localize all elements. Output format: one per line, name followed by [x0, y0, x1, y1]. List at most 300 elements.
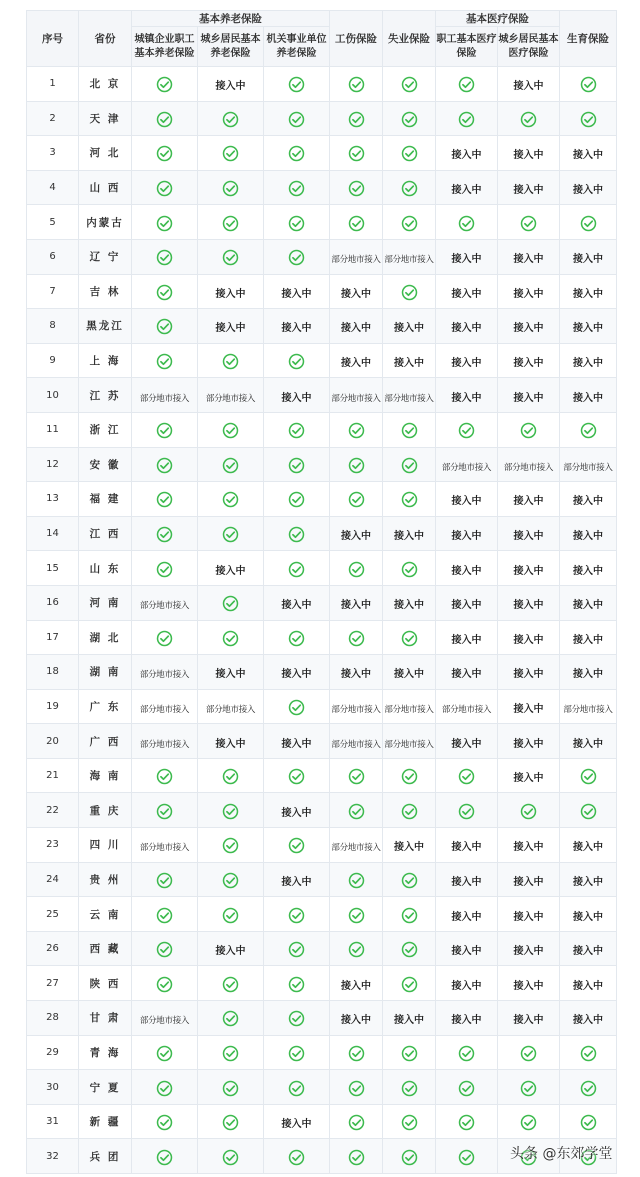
- check-circle-icon: [156, 1080, 173, 1097]
- status-cell: [383, 1070, 436, 1105]
- check-circle-icon: [156, 76, 173, 93]
- in-progress-text: 接入中: [215, 565, 246, 577]
- check-circle-icon: [156, 111, 173, 128]
- status-cell: [198, 170, 264, 205]
- check-circle-icon: [520, 422, 537, 439]
- check-circle-icon: [222, 630, 239, 647]
- check-circle-icon: [348, 630, 365, 647]
- row-seq: 4: [27, 170, 79, 205]
- status-cell: [198, 620, 264, 655]
- table-row: [27, 655, 617, 690]
- status-cell: [498, 378, 560, 413]
- check-circle-icon: [222, 1010, 239, 1027]
- status-cell: [132, 1001, 198, 1036]
- row-province: 新 疆: [79, 1104, 132, 1139]
- check-circle-icon: [401, 145, 418, 162]
- header-urban-employee-pension: 城镇企业职工基本养老保险: [132, 27, 198, 67]
- status-cell: [436, 620, 498, 655]
- row-province: 吉 林: [79, 274, 132, 309]
- check-circle-icon: [222, 837, 239, 854]
- table-row: [27, 101, 617, 136]
- status-cell: [436, 67, 498, 102]
- status-cell: [330, 585, 383, 620]
- check-circle-icon: [156, 491, 173, 508]
- table-row: [27, 689, 617, 724]
- check-circle-icon: [222, 1045, 239, 1062]
- check-circle-icon: [288, 491, 305, 508]
- check-circle-icon: [401, 76, 418, 93]
- in-progress-text: 接入中: [215, 81, 246, 93]
- check-circle-icon: [156, 1045, 173, 1062]
- status-cell: [198, 67, 264, 102]
- check-circle-icon: [580, 1080, 597, 1097]
- status-cell: [436, 1001, 498, 1036]
- row-seq: 26: [27, 931, 79, 966]
- in-progress-text: 接入中: [513, 634, 544, 646]
- in-progress-text: 接入中: [394, 842, 425, 854]
- status-cell: [198, 447, 264, 482]
- status-cell: [264, 897, 330, 932]
- status-cell: [330, 136, 383, 171]
- check-circle-icon: [348, 803, 365, 820]
- in-progress-text: 接入中: [281, 669, 312, 681]
- row-province: 上 海: [79, 343, 132, 378]
- status-cell: [132, 897, 198, 932]
- status-cell: [264, 793, 330, 828]
- status-cell: [383, 828, 436, 863]
- check-circle-icon: [222, 907, 239, 924]
- status-cell: [383, 551, 436, 586]
- header-pension-group: 基本养老保险: [132, 11, 330, 27]
- in-progress-text: 接入中: [513, 703, 544, 715]
- check-circle-icon: [222, 976, 239, 993]
- check-circle-icon: [156, 457, 173, 474]
- check-circle-icon: [401, 1149, 418, 1166]
- row-seq: 10: [27, 378, 79, 413]
- check-circle-icon: [156, 526, 173, 543]
- check-circle-icon: [156, 803, 173, 820]
- in-progress-text: 接入中: [281, 392, 312, 404]
- check-circle-icon: [222, 803, 239, 820]
- partial-access-text: 部分地市接入: [441, 462, 492, 473]
- row-seq: 2: [27, 101, 79, 136]
- row-province: 贵 州: [79, 862, 132, 897]
- partial-access-text: 部分地市接入: [331, 255, 381, 266]
- status-cell: [383, 897, 436, 932]
- row-province: 河 北: [79, 136, 132, 171]
- in-progress-text: 接入中: [215, 738, 246, 750]
- status-cell: [560, 136, 617, 171]
- status-cell: [264, 1139, 330, 1174]
- header-unemployment: 失业保险: [383, 11, 436, 67]
- in-progress-text: 接入中: [341, 531, 372, 543]
- check-circle-icon: [401, 1114, 418, 1131]
- status-cell: [198, 412, 264, 447]
- check-circle-icon: [288, 457, 305, 474]
- status-cell: [498, 1035, 560, 1070]
- status-cell: [198, 758, 264, 793]
- check-circle-icon: [458, 422, 475, 439]
- status-cell: [498, 689, 560, 724]
- partial-access-text: 部分地市接入: [139, 393, 190, 404]
- in-progress-text: 接入中: [341, 358, 372, 370]
- status-cell: [198, 378, 264, 413]
- status-cell: [560, 585, 617, 620]
- status-cell: [264, 551, 330, 586]
- status-cell: [264, 205, 330, 240]
- check-circle-icon: [348, 941, 365, 958]
- status-cell: [383, 620, 436, 655]
- check-circle-icon: [580, 215, 597, 232]
- status-cell: [383, 1104, 436, 1139]
- status-cell: [383, 412, 436, 447]
- status-cell: [560, 1001, 617, 1036]
- status-cell: [132, 655, 198, 690]
- in-progress-text: 接入中: [451, 669, 482, 681]
- status-cell: [498, 620, 560, 655]
- row-seq: 11: [27, 412, 79, 447]
- check-circle-icon: [222, 491, 239, 508]
- status-cell: [132, 343, 198, 378]
- status-cell: [132, 205, 198, 240]
- in-progress-text: 接入中: [513, 842, 544, 854]
- status-cell: [198, 897, 264, 932]
- status-cell: [560, 309, 617, 344]
- status-cell: [498, 551, 560, 586]
- table-row: [27, 136, 617, 171]
- status-cell: [436, 862, 498, 897]
- status-cell: [498, 966, 560, 1001]
- status-cell: [330, 309, 383, 344]
- status-cell: [132, 931, 198, 966]
- check-circle-icon: [348, 1080, 365, 1097]
- in-progress-text: 接入中: [573, 911, 604, 923]
- status-cell: [560, 274, 617, 309]
- row-province: 北 京: [79, 67, 132, 102]
- status-cell: [330, 862, 383, 897]
- status-cell: [436, 966, 498, 1001]
- in-progress-text: 接入中: [281, 1119, 312, 1131]
- status-cell: [132, 67, 198, 102]
- status-cell: [498, 101, 560, 136]
- in-progress-text: 接入中: [394, 1015, 425, 1027]
- in-progress-text: 接入中: [451, 496, 482, 508]
- status-cell: [383, 482, 436, 517]
- row-province: 西 藏: [79, 931, 132, 966]
- status-cell: [560, 758, 617, 793]
- table-row: [27, 274, 617, 309]
- check-circle-icon: [401, 215, 418, 232]
- status-cell: [198, 239, 264, 274]
- in-progress-text: 接入中: [451, 911, 482, 923]
- in-progress-text: 接入中: [451, 876, 482, 888]
- in-progress-text: 接入中: [451, 1015, 482, 1027]
- status-cell: [264, 239, 330, 274]
- status-cell: [198, 1035, 264, 1070]
- status-cell: [264, 447, 330, 482]
- check-circle-icon: [288, 768, 305, 785]
- row-seq: 12: [27, 447, 79, 482]
- check-circle-icon: [401, 976, 418, 993]
- status-cell: [436, 585, 498, 620]
- status-cell: [132, 274, 198, 309]
- status-cell: [383, 931, 436, 966]
- status-cell: [436, 378, 498, 413]
- check-circle-icon: [288, 145, 305, 162]
- status-cell: [132, 828, 198, 863]
- header-seq: 序号: [27, 11, 79, 67]
- status-cell: [498, 309, 560, 344]
- check-circle-icon: [222, 595, 239, 612]
- in-progress-text: 接入中: [573, 980, 604, 992]
- status-cell: [560, 67, 617, 102]
- table-body: [27, 67, 617, 1174]
- check-circle-icon: [348, 111, 365, 128]
- check-circle-icon: [580, 803, 597, 820]
- status-cell: [264, 585, 330, 620]
- in-progress-text: 接入中: [341, 323, 372, 335]
- check-circle-icon: [222, 872, 239, 889]
- header-work-injury: 工伤保险: [330, 11, 383, 67]
- check-circle-icon: [458, 1080, 475, 1097]
- row-province: 广 东: [79, 689, 132, 724]
- in-progress-text: 接入中: [451, 288, 482, 300]
- in-progress-text: 接入中: [573, 254, 604, 266]
- status-cell: [498, 239, 560, 274]
- in-progress-text: 接入中: [451, 531, 482, 543]
- status-cell: [264, 343, 330, 378]
- header-province: 省份: [79, 11, 132, 67]
- status-cell: [560, 551, 617, 586]
- status-cell: [436, 412, 498, 447]
- status-cell: [264, 1035, 330, 1070]
- status-cell: [560, 343, 617, 378]
- status-cell: [198, 136, 264, 171]
- status-cell: [330, 931, 383, 966]
- in-progress-text: 接入中: [394, 531, 425, 543]
- row-province: 山 东: [79, 551, 132, 586]
- table-row: [27, 447, 617, 482]
- check-circle-icon: [401, 422, 418, 439]
- in-progress-text: 接入中: [513, 738, 544, 750]
- check-circle-icon: [580, 76, 597, 93]
- check-circle-icon: [156, 872, 173, 889]
- status-cell: [330, 482, 383, 517]
- status-cell: [383, 1139, 436, 1174]
- partial-access-text: 部分地市接入: [441, 704, 492, 715]
- status-cell: [330, 274, 383, 309]
- check-circle-icon: [401, 284, 418, 301]
- status-cell: [498, 482, 560, 517]
- row-seq: 16: [27, 585, 79, 620]
- check-circle-icon: [348, 1114, 365, 1131]
- check-circle-icon: [348, 768, 365, 785]
- check-circle-icon: [458, 111, 475, 128]
- check-circle-icon: [348, 180, 365, 197]
- row-province: 辽 宁: [79, 239, 132, 274]
- status-cell: [498, 1104, 560, 1139]
- status-cell: [560, 516, 617, 551]
- in-progress-text: 接入中: [573, 876, 604, 888]
- check-circle-icon: [348, 872, 365, 889]
- check-circle-icon: [401, 768, 418, 785]
- check-circle-icon: [156, 215, 173, 232]
- row-province: 陕 西: [79, 966, 132, 1001]
- status-cell: [198, 724, 264, 759]
- check-circle-icon: [401, 561, 418, 578]
- check-circle-icon: [401, 630, 418, 647]
- in-progress-text: 接入中: [513, 565, 544, 577]
- check-circle-icon: [288, 941, 305, 958]
- check-circle-icon: [288, 180, 305, 197]
- status-cell: [198, 274, 264, 309]
- status-cell: [330, 793, 383, 828]
- check-circle-icon: [458, 1045, 475, 1062]
- status-cell: [132, 1139, 198, 1174]
- in-progress-text: 接入中: [513, 531, 544, 543]
- insurance-table-container: [26, 10, 616, 1174]
- status-cell: [198, 516, 264, 551]
- check-circle-icon: [458, 76, 475, 93]
- check-circle-icon: [520, 1080, 537, 1097]
- header-medical-group: 基本医疗保险: [436, 11, 560, 27]
- table-row: [27, 966, 617, 1001]
- table-row: [27, 828, 617, 863]
- status-cell: [198, 1139, 264, 1174]
- row-province: 黑龙江: [79, 309, 132, 344]
- status-cell: [498, 897, 560, 932]
- check-circle-icon: [458, 768, 475, 785]
- status-cell: [498, 516, 560, 551]
- check-circle-icon: [288, 422, 305, 439]
- row-province: 天 津: [79, 101, 132, 136]
- in-progress-text: 接入中: [513, 254, 544, 266]
- status-cell: [264, 170, 330, 205]
- table-row: [27, 343, 617, 378]
- status-cell: [198, 1104, 264, 1139]
- check-circle-icon: [156, 353, 173, 370]
- check-circle-icon: [520, 1114, 537, 1131]
- status-cell: [330, 412, 383, 447]
- status-cell: [436, 897, 498, 932]
- status-cell: [198, 793, 264, 828]
- table-row: [27, 551, 617, 586]
- row-province: 江 苏: [79, 378, 132, 413]
- insurance-status-table: [26, 10, 617, 1174]
- status-cell: [198, 482, 264, 517]
- in-progress-text: 接入中: [451, 600, 482, 612]
- table-row: [27, 1070, 617, 1105]
- check-circle-icon: [401, 457, 418, 474]
- status-cell: [383, 67, 436, 102]
- check-circle-icon: [520, 215, 537, 232]
- in-progress-text: 接入中: [513, 358, 544, 370]
- in-progress-text: 接入中: [573, 288, 604, 300]
- status-cell: [436, 482, 498, 517]
- status-cell: [436, 689, 498, 724]
- check-circle-icon: [348, 457, 365, 474]
- check-circle-icon: [156, 630, 173, 647]
- status-cell: [436, 828, 498, 863]
- in-progress-text: 接入中: [573, 392, 604, 404]
- check-circle-icon: [348, 76, 365, 93]
- status-cell: [383, 862, 436, 897]
- status-cell: [264, 724, 330, 759]
- check-circle-icon: [401, 941, 418, 958]
- in-progress-text: 接入中: [513, 288, 544, 300]
- table-row: [27, 1104, 617, 1139]
- in-progress-text: 接入中: [513, 669, 544, 681]
- check-circle-icon: [222, 1149, 239, 1166]
- table-row: [27, 793, 617, 828]
- check-circle-icon: [401, 907, 418, 924]
- check-circle-icon: [156, 1114, 173, 1131]
- status-cell: [132, 101, 198, 136]
- status-cell: [436, 1070, 498, 1105]
- in-progress-text: 接入中: [573, 842, 604, 854]
- check-circle-icon: [156, 561, 173, 578]
- table-row: [27, 239, 617, 274]
- status-cell: [560, 620, 617, 655]
- status-cell: [498, 862, 560, 897]
- in-progress-text: 接入中: [573, 323, 604, 335]
- status-cell: [198, 343, 264, 378]
- status-cell: [132, 862, 198, 897]
- in-progress-text: 接入中: [281, 876, 312, 888]
- status-cell: [198, 1070, 264, 1105]
- status-cell: [132, 170, 198, 205]
- status-cell: [383, 758, 436, 793]
- check-circle-icon: [156, 284, 173, 301]
- partial-access-text: 部分地市接入: [331, 739, 381, 750]
- check-circle-icon: [156, 145, 173, 162]
- check-circle-icon: [222, 768, 239, 785]
- in-progress-text: 接入中: [513, 946, 544, 958]
- table-header: [27, 11, 617, 67]
- status-cell: [330, 1001, 383, 1036]
- row-province: 浙 江: [79, 412, 132, 447]
- row-seq: 15: [27, 551, 79, 586]
- partial-access-text: 部分地市接入: [331, 843, 381, 854]
- check-circle-icon: [222, 457, 239, 474]
- status-cell: [383, 309, 436, 344]
- status-cell: [330, 655, 383, 690]
- status-cell: [383, 1035, 436, 1070]
- status-cell: [198, 828, 264, 863]
- in-progress-text: 接入中: [513, 980, 544, 992]
- status-cell: [383, 516, 436, 551]
- check-circle-icon: [458, 803, 475, 820]
- status-cell: [330, 897, 383, 932]
- partial-access-text: 部分地市接入: [139, 1016, 190, 1027]
- check-circle-icon: [401, 180, 418, 197]
- in-progress-text: 接入中: [573, 496, 604, 508]
- status-cell: [330, 1035, 383, 1070]
- row-seq: 31: [27, 1104, 79, 1139]
- watermark: 头条 @东郊学堂: [510, 1146, 613, 1162]
- table-row: [27, 1001, 617, 1036]
- table-row: [27, 482, 617, 517]
- row-seq: 23: [27, 828, 79, 863]
- status-cell: [264, 101, 330, 136]
- status-cell: [383, 136, 436, 171]
- status-cell: [436, 793, 498, 828]
- row-seq: 9: [27, 343, 79, 378]
- status-cell: [264, 1104, 330, 1139]
- table-row: [27, 897, 617, 932]
- status-cell: [498, 828, 560, 863]
- partial-access-text: 部分地市接入: [139, 670, 190, 681]
